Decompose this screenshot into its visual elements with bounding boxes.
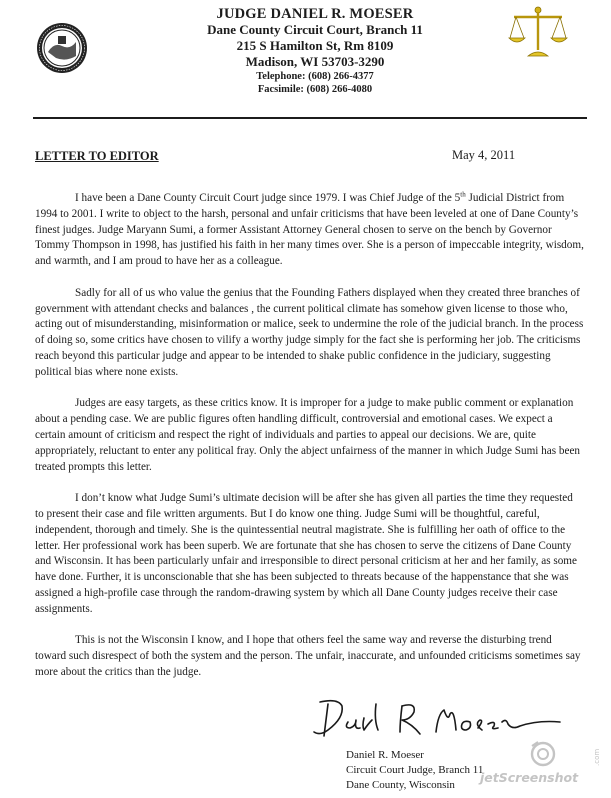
paragraph-5: This is not the Wisconsin I know, and I hope that others feel the same way and reverse the disturbing trend toward such disrespect of both the system and the person. The unfair, inaccurate, and unfounded criticisms sometimes say more about the critics than the judge.	[35, 634, 581, 678]
watermark-text: jetScreenshot	[480, 770, 579, 785]
watermark-suffix: .com	[593, 748, 601, 766]
signer-title: Circuit Court Judge, Branch 11	[346, 764, 484, 776]
jetscreenshot-watermark	[472, 740, 608, 794]
street-address: 215 S Hamilton St, Rm 8109	[236, 38, 394, 53]
letter-date: May 4, 2011	[452, 148, 516, 162]
scales-of-justice-icon	[508, 4, 568, 60]
judge-name: JUDGE DANIEL R. MOESER	[216, 6, 414, 22]
paragraph-2: Sadly for all of us who value the genius that the Founding Fathers displayed when they created three branches of government with attendant checks and balances , the current political climate has somehow given license to those who, acting out of misunderstanding, misinformation or malice, seek to undermine the role of the judicial branch. In the process of doing so, some critics have chosen to vilify a worthy judge simply for the fact she is performing her job. The criticisms reach beyond this particular judge and appear to be intended to shake public confidence in the judiciary, suggesting political bias where none exists.	[35, 286, 584, 378]
facsimile: Facsimile: (608) 266-4080	[257, 84, 373, 95]
paragraph-1-start: I have been a Dane County Circuit Court judge since 1979. I was Chief Judge of the 5	[75, 192, 461, 204]
city-address: Madison, WI 53703-3290	[245, 54, 385, 69]
court-name: Dane County Circuit Court, Branch 11	[207, 22, 423, 37]
letterhead-divider	[33, 117, 587, 119]
signature-block	[346, 748, 483, 793]
camera-lens-icon	[528, 740, 558, 768]
county-seal-logo	[36, 22, 88, 74]
paragraph-1-rest: Judicial District from 1994 to 2001. I write to object to the harsh, personal and unfair criticisms that have been leveled at one of Dane County’s finest judges. Judge Maryann Sumi, a former Assistant Attorney General chosen to serve on the bench by Governor Tommy Thompson in 1998, has justified his faith in her many times over. She is a person of impeccable integrity, wisdom, and warmth, and I am proud to have her as a colleague.	[35, 192, 584, 268]
letterhead	[150, 6, 480, 96]
paragraph-1	[35, 191, 584, 270]
ordinal-suffix: th	[460, 190, 466, 199]
telephone: Telephone: (608) 266-4377	[256, 71, 374, 82]
paragraph-3: Judges are easy targets, as these critics know. It is improper for a judge to make public comment or explanation about a pending case. We are public figures often handling difficult, controversial and emotional cases. We expect a certain amount of criticism and respect the right of individuals and parties to appeal our decisions. We are, quite appropriately, reluctant to enter any political fray. Only the abject unfairness of the manner in which Judge Sumi has been treated prompts this letter.	[35, 397, 581, 473]
letter-heading: LETTER TO EDITOR	[35, 149, 159, 163]
signer-location: Dane County, Wisconsin	[346, 779, 455, 791]
signer-name: Daniel R. Moeser	[346, 749, 424, 761]
letter-body	[35, 191, 584, 697]
paragraph-4: I don’t know what Judge Sumi’s ultimate decision will be after she has given all parties the time they requested to present their case and file written arguments. But I do know one thing. Judge Sumi will be thoughtful, careful, independent, thorough and timely. She is the quintessential neutral magistrate. She is fulfilling her oath of office to the letter. Her professional work has been superb. We are fortunate that she has chosen to serve the citizens of Dane County and Wisconsin. It has been particularly unfair and irresponsible to direct personal criticism at her and her family, as some have done. Further, it is unconscionable that she has been subjected to threats because of the happenstance that she was assigned a high-profile case through the random-drawing system by which all Dane County judges receive their case assignments.	[35, 492, 577, 615]
